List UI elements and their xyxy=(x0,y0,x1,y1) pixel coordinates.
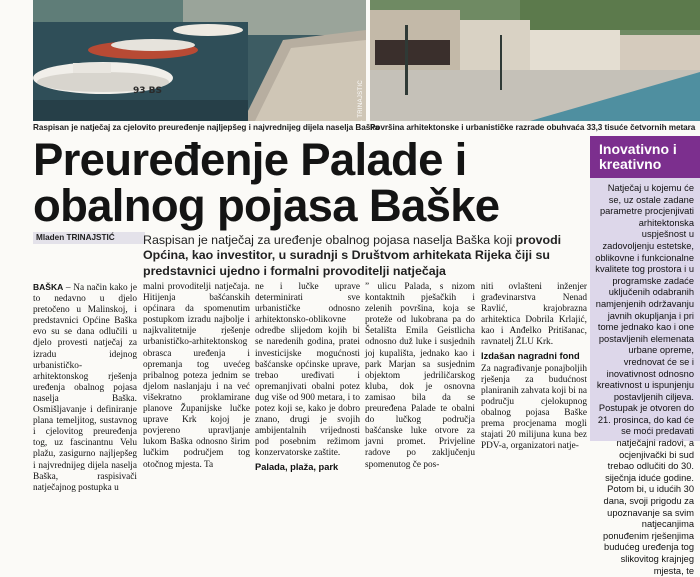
lead-line-1: Raspisan je natječaj za uređenje obalnog pojasa naselja Baška koji xyxy=(143,233,513,247)
headline xyxy=(33,134,588,231)
harbor-photo-image xyxy=(33,0,366,121)
harbor-photo xyxy=(33,0,366,121)
lead-paragraph xyxy=(143,233,585,279)
sidebar-title: Inovativno i kreativno xyxy=(590,136,700,178)
photo-credit: M. TRINAJSTIĆ xyxy=(358,80,364,127)
column-4-text: ” ulicu Palada, s nizom kontaktnih pješačkih i zelenih površina, koja se proteže od lukobrana pa do Šetališta Emila Geistlicha odnosno duž luke i susjednih joj kupališta, jednako kao i park Marjan sa susjednim objektom jedriličarskog kluba, dok je osnovna zamisao bila da se preuređena Palade te obalni do lučkog područja bašćanske luke otvore za javni promet. Privjeline radove po zaključenju spomenutog če pos- xyxy=(365,282,475,470)
harbor-photo-caption: Raspisan je natječaj za cjelovito preuređenje najljepšeg i najvrednijeg dijela naselja Baška xyxy=(33,123,380,132)
column-3-subhead: Palada, plaža, park xyxy=(255,461,339,472)
column-3-text: ne i lučke uprave determinirati sve urbanističke odnosno arhitektonsko-oblikovne odredbe slijedom kojih bi se naredenih godina, pratei investicijske mogućnosti bašćanske općinske uprave, trebao uređivati i opremanjivati obalni potez dug više od 900 metara, i to potez koji se, kako je dobro znano, drugi je svojih ambijentalnih vrijednosti pod posebnim režimom konzervatorske zaštite. xyxy=(255,282,360,459)
promenade-photo xyxy=(370,0,700,121)
article-column-5 xyxy=(481,282,587,452)
column-5-subhead: Izdašan nagradni fond xyxy=(481,350,580,361)
promenade-photo-caption: Površina arhitektonske i urbanističke razrade obuhvaća 33,3 tisuće četvornih metara xyxy=(370,123,696,132)
headline-line-1: Preuređenje Palade i xyxy=(33,134,467,185)
article-column-3 xyxy=(255,282,360,475)
lead-rest: provodi Općina, kao investitor, u suradnji s Društvom arhitekata Rijeka čiji su predstavnici ujedno i formalni provoditelji natječaja xyxy=(143,233,562,278)
article-column-4 xyxy=(365,282,475,471)
column-5-text: niti ovlašteni inženjer građevinarstva Nenad Ravlić, krajobrazna arhitektica Dobrila Krlajić, kao i Anđelko Pritišanac, ravnatelj ŽLU Krk. xyxy=(481,282,587,348)
article-column-1 xyxy=(33,282,137,494)
article-column-2 xyxy=(143,282,250,471)
sidebar-text: Natječaj u kojemu će se, uz ostale zadane parametre procjenjivati arhitektonska uspješnost u zadovoljenju estetske, oblikovne i funkcionalne kvalitete tog prostora i u programske zadaće uključenih odabranih namjenjenih održavanju javnih okupljanja i pri tome jednako kao i one postavljenih elemenata urbane opreme, vrednovat će se i inovativnost odnosno kreativnost u ispunjenju postavljenih ciljeva. Postupak je otvoren do 21. prosinca, do kad će se moći predavati natječajni radovi, a ocjenjivački bi sud trebao odlučiti do 30. siječnja iduće godine. Potom bi, u idućih 30 dana, svoji prigodu za upoznavanje sa svim natjecanjima ponuđenim rješenjima budućeg uređenja tog slikovitog krajnjeg mjesta, te xyxy=(595,183,694,576)
boat-registration: 93 BS xyxy=(133,86,162,96)
sidebar-box xyxy=(590,136,700,576)
byline: Mladen TRINAJSTIĆ xyxy=(33,232,145,244)
column-5-rest: Za nagrađivanje ponajboljih rješenja za budućnost planiranih zahvata koji bi na području cjelokupnog obalnog pojasa Baške prema procjenama mogli stajati 20 milijuna kuna bez PDV-a, organizatori natje- xyxy=(481,363,587,452)
headline-line-2: obalnog pojasa Baške xyxy=(33,180,500,231)
column-2-text: malni provoditelji natječaja. Hitijenja bašćanskih općinara da spomenutim postupkom izradu najbolje i najkvalitetnije rješenje urbanističko-arhitektonskog obrasca uređenja i opremanja tog uvećeg pribalnog poteza jednim se djelom naslanjaju i na već višekratno proklamirane planove Županijske lučke uprave Krk kojoj je povjereno upravljanje lukom Baška odnosno širim lučkim područjem tog otočnog mjesta. Ta xyxy=(143,282,250,470)
promenade-photo-image xyxy=(370,0,700,121)
dateline-place: BAŠKA xyxy=(33,282,64,292)
column-1-text: – Na način kako je to nedavno u djelo pretočeno u Malinskoj, i predstavnici Općine Baška evo su se dana odlučili u djelo provesti natječaj za izradu idejnog urbanističko-arhitektonskog rješenja uređenja obalnog pojasa naselja Baška. Osmišljavanje i definiranje plana temeljitog, sustavnog i cjelovitog preuređenja tog, uz fascinantnu Velu plažu, zasigurno najljepšeg i najvrednijeg dijela naselja Baška, raspisivači natječajnog postupka u xyxy=(33,283,137,493)
